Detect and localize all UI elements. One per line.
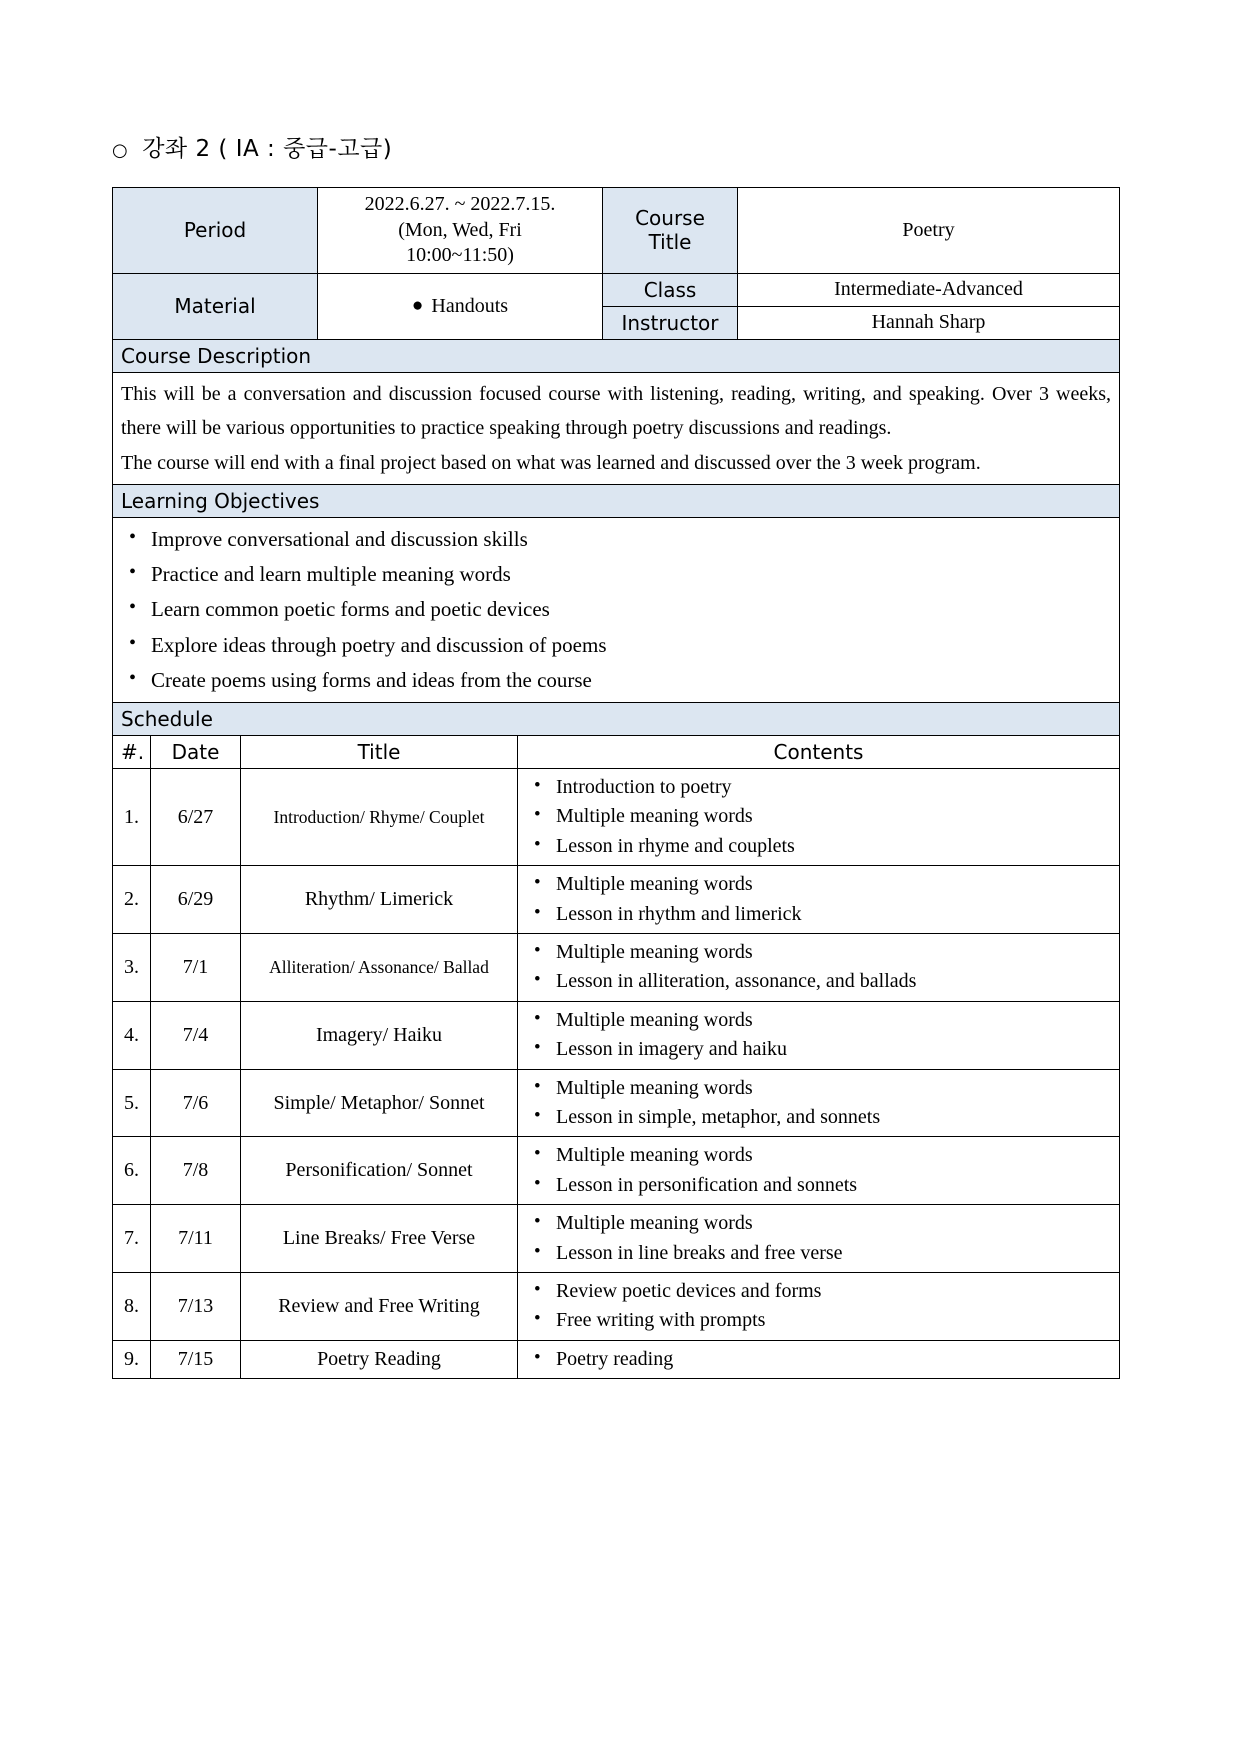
row-contents [518, 1069, 1120, 1137]
bullet-icon: ● [411, 294, 424, 316]
course-title-label [603, 188, 738, 274]
table-row [113, 1205, 1120, 1273]
row-contents [518, 934, 1120, 1002]
row-title: Simple/ Metaphor/ Sonnet [241, 1069, 518, 1137]
table-row [113, 1069, 1120, 1137]
list-item: • Multiple meaning words [552, 1141, 1111, 1170]
table-row [113, 273, 1120, 306]
row-contents [518, 1205, 1120, 1273]
list-item: • Lesson in simple, metaphor, and sonnets [552, 1103, 1111, 1132]
row-number: 1. [113, 769, 151, 866]
row-contents [518, 1340, 1120, 1378]
table-row [113, 703, 1120, 736]
contents-list [526, 1345, 1111, 1374]
row-contents [518, 1272, 1120, 1340]
table-row [113, 372, 1120, 484]
row-number: 6. [113, 1137, 151, 1205]
material-label: Material [113, 273, 318, 339]
table-row [113, 1272, 1120, 1340]
class-value: Intermediate-Advanced [738, 273, 1120, 306]
row-contents [518, 1137, 1120, 1205]
table-row [113, 1001, 1120, 1069]
table-row [113, 1340, 1120, 1378]
row-number: 9. [113, 1340, 151, 1378]
contents-list [526, 870, 1111, 929]
list-item: • Review poetic devices and forms [552, 1277, 1111, 1306]
contents-list [526, 1074, 1111, 1133]
learning-objectives-list [121, 522, 1111, 698]
course-description-paragraph: The course will end with a final project based on what was learned and discussed over the 3 week program. [121, 451, 981, 474]
instructor-value: Hannah Sharp [738, 306, 1120, 339]
row-date: 6/29 [151, 866, 241, 934]
row-date: 7/4 [151, 1001, 241, 1069]
list-item: • Explore ideas through poetry and discussion of poems [147, 628, 1111, 663]
row-number: 8. [113, 1272, 151, 1340]
page-title [112, 130, 1128, 163]
list-item: • Introduction to poetry [552, 773, 1111, 802]
list-item: • Multiple meaning words [552, 870, 1111, 899]
material-value [318, 273, 603, 339]
list-item: • Poetry reading [552, 1345, 1111, 1374]
table-row [113, 1137, 1120, 1205]
list-item: • Multiple meaning words [552, 1209, 1111, 1238]
list-item: • Lesson in imagery and haiku [552, 1035, 1111, 1064]
period-value-line2: (Mon, Wed, Fri [398, 218, 522, 241]
list-item: • Lesson in rhyme and couplets [552, 832, 1111, 861]
learning-objectives-body [113, 517, 1120, 702]
row-title: Alliteration/ Assonance/ Ballad [241, 934, 518, 1002]
row-date: 7/15 [151, 1340, 241, 1378]
row-date: 7/6 [151, 1069, 241, 1137]
contents-list [526, 1006, 1111, 1065]
material-value-text: Handouts [431, 294, 509, 317]
list-item: • Lesson in alliteration, assonance, and ballads [552, 967, 1111, 996]
class-label: Class [603, 273, 738, 306]
list-item: • Practice and learn multiple meaning words [147, 557, 1111, 592]
column-header-title: Title [241, 736, 518, 769]
row-title: Poetry Reading [241, 1340, 518, 1378]
table-row [113, 339, 1120, 372]
contents-list [526, 1209, 1111, 1268]
page-title-text: 강좌 2 ( IA : 중급-고급) [142, 136, 393, 162]
row-title: Imagery/ Haiku [241, 1001, 518, 1069]
period-label: Period [113, 188, 318, 274]
row-contents [518, 1001, 1120, 1069]
row-title: Review and Free Writing [241, 1272, 518, 1340]
row-contents [518, 866, 1120, 934]
row-date: 7/13 [151, 1272, 241, 1340]
row-number: 7. [113, 1205, 151, 1273]
row-title: Personification/ Sonnet [241, 1137, 518, 1205]
schedule-header-row [113, 736, 1120, 769]
contents-list [526, 1277, 1111, 1336]
column-header-date: Date [151, 736, 241, 769]
course-description-header: Course Description [113, 339, 1120, 372]
list-item: • Multiple meaning words [552, 802, 1111, 831]
circle-bullet-icon: ○ [112, 140, 129, 161]
contents-list [526, 773, 1111, 861]
column-header-contents: Contents [518, 736, 1120, 769]
course-description-body [113, 372, 1120, 484]
instructor-label: Instructor [603, 306, 738, 339]
row-date: 7/1 [151, 934, 241, 1002]
row-date: 6/27 [151, 769, 241, 866]
period-value-line1: 2022.6.27. ~ 2022.7.15. [364, 193, 556, 215]
table-row [113, 188, 1120, 274]
row-date: 7/11 [151, 1205, 241, 1273]
row-title: Rhythm/ Limerick [241, 866, 518, 934]
schedule-header: Schedule [113, 703, 1120, 736]
list-item: • Create poems using forms and ideas from the course [147, 663, 1111, 698]
course-title-label-line1: Course [635, 206, 705, 231]
list-item: • Free writing with prompts [552, 1306, 1111, 1335]
contents-list [526, 938, 1111, 997]
row-contents [518, 769, 1120, 866]
list-item: • Lesson in personification and sonnets [552, 1171, 1111, 1200]
table-row [113, 866, 1120, 934]
table-row [113, 769, 1120, 866]
list-item: • Lesson in rhythm and limerick [552, 900, 1111, 929]
row-number: 3. [113, 934, 151, 1002]
learning-objectives-header: Learning Objectives [113, 484, 1120, 517]
row-title: Line Breaks/ Free Verse [241, 1205, 518, 1273]
table-row [113, 484, 1120, 517]
period-value-line3: 10:00~11:50) [406, 244, 514, 267]
list-item: • Multiple meaning words [552, 1074, 1111, 1103]
course-title-label-line2: Title [648, 230, 692, 255]
list-item: • Multiple meaning words [552, 1006, 1111, 1035]
table-row [113, 934, 1120, 1002]
syllabus-table [112, 187, 1120, 736]
row-number: 4. [113, 1001, 151, 1069]
row-number: 2. [113, 866, 151, 934]
list-item: • Improve conversational and discussion skills [147, 522, 1111, 557]
table-row [113, 517, 1120, 702]
list-item: • Learn common poetic forms and poetic devices [147, 592, 1111, 627]
list-item: • Multiple meaning words [552, 938, 1111, 967]
course-title-value: Poetry [738, 188, 1120, 274]
row-title: Introduction/ Rhyme/ Couplet [241, 769, 518, 866]
row-number: 5. [113, 1069, 151, 1137]
row-date: 7/8 [151, 1137, 241, 1205]
course-description-paragraph: This will be a conversation and discussion focused course with listening, reading, writing, and speaking. Over 3 weeks, there will be various opportunities to practice speaking through poetry discussions and readings. [121, 382, 1111, 440]
column-header-number: #. [113, 736, 151, 769]
period-value [318, 188, 603, 274]
list-item: • Lesson in line breaks and free verse [552, 1239, 1111, 1268]
schedule-table [112, 735, 1120, 1379]
contents-list [526, 1141, 1111, 1200]
